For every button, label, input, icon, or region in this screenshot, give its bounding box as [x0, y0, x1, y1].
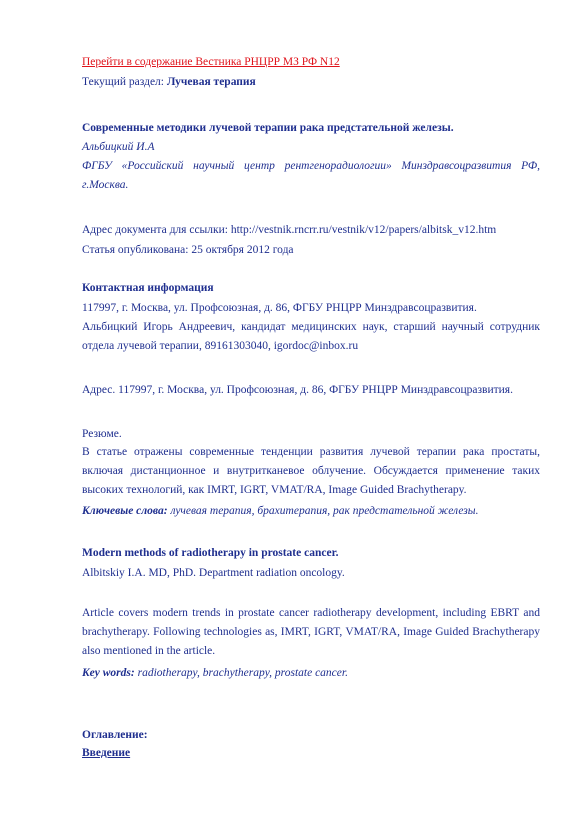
published-date: Статья опубликована: 25 октября 2012 года [82, 244, 294, 256]
resume-text: В статье отражены современные тенденции развития лучевой терапии рака простаты, включая дистанционное и внутритканевое облучение. Обсуждается применение таких высоких технологий, как IMRT, IGRT, VMAT/RA, Image Guided Brachytherapy. [82, 446, 540, 496]
ru-keywords-label: Ключевые слова: [82, 505, 168, 517]
article-title: Современные методики лучевой терапии рака предстательной железы. [82, 122, 454, 134]
toc-link[interactable]: Перейти в содержание Вестника РНЦРР МЗ РФ N12 [82, 56, 340, 68]
contact-address-2: Адрес. 117997, г. Москва, ул. Профсоюзная, д. 86, ФГБУ РНЦРР Минздравсоцразвития. [82, 384, 513, 396]
english-abstract: Article covers modern trends in prostate cancer radiotherapy development, including EBRT and brachytherapy. Following technologies as, IMRT, IGRT, VMAT/RA, Image Guided Brachytherapy also mentioned in the article. [82, 607, 540, 657]
resume-label: Резюме. [82, 428, 122, 440]
contact-address: 117997, г. Москва, ул. Профсоюзная, д. 86, ФГБУ РНЦРР Минздравсоцразвития. [82, 302, 477, 314]
section-prefix: Текущий раздел: [82, 76, 167, 88]
toc-heading: Оглавление: [82, 729, 148, 741]
contact-heading: Контактная информация [82, 282, 214, 294]
toc-list [82, 745, 540, 761]
en-keywords-label: Key words: [82, 667, 135, 679]
current-section [82, 74, 540, 90]
article-affiliation: ФГБУ «Российский научный центр рентгенорадиологии» Минздравсоцразвития РФ, г.Москва. [82, 160, 540, 191]
contact-person: Альбицкий Игорь Андреевич, кандидат медицинских наук, старший научный сотрудник отдела лучевой терапии, 89161303040, igordoc@inbox.ru [82, 321, 540, 352]
section-name: Лучевая терапия [166, 76, 256, 88]
english-title: Modern methods of radiotherapy in prostate cancer. [82, 547, 339, 559]
ru-keywords [82, 503, 540, 519]
ru-keywords-text: лучевая терапия, брахитерапия, рак предстательной железы. [167, 505, 479, 517]
en-keywords [82, 665, 540, 681]
toc-item-introduction[interactable]: Введение [82, 747, 131, 759]
article-author: Альбицкий И.А [82, 141, 155, 153]
english-author: Albitskiy I.A. MD, PhD. Department radiation oncology. [82, 567, 345, 579]
en-keywords-text: radiotherapy, brachytherapy, prostate cancer. [134, 667, 348, 679]
document-address: Адрес документа для ссылки: http://vestnik.rncrr.ru/vestnik/v12/papers/albitsk_v12.htm [82, 224, 497, 236]
